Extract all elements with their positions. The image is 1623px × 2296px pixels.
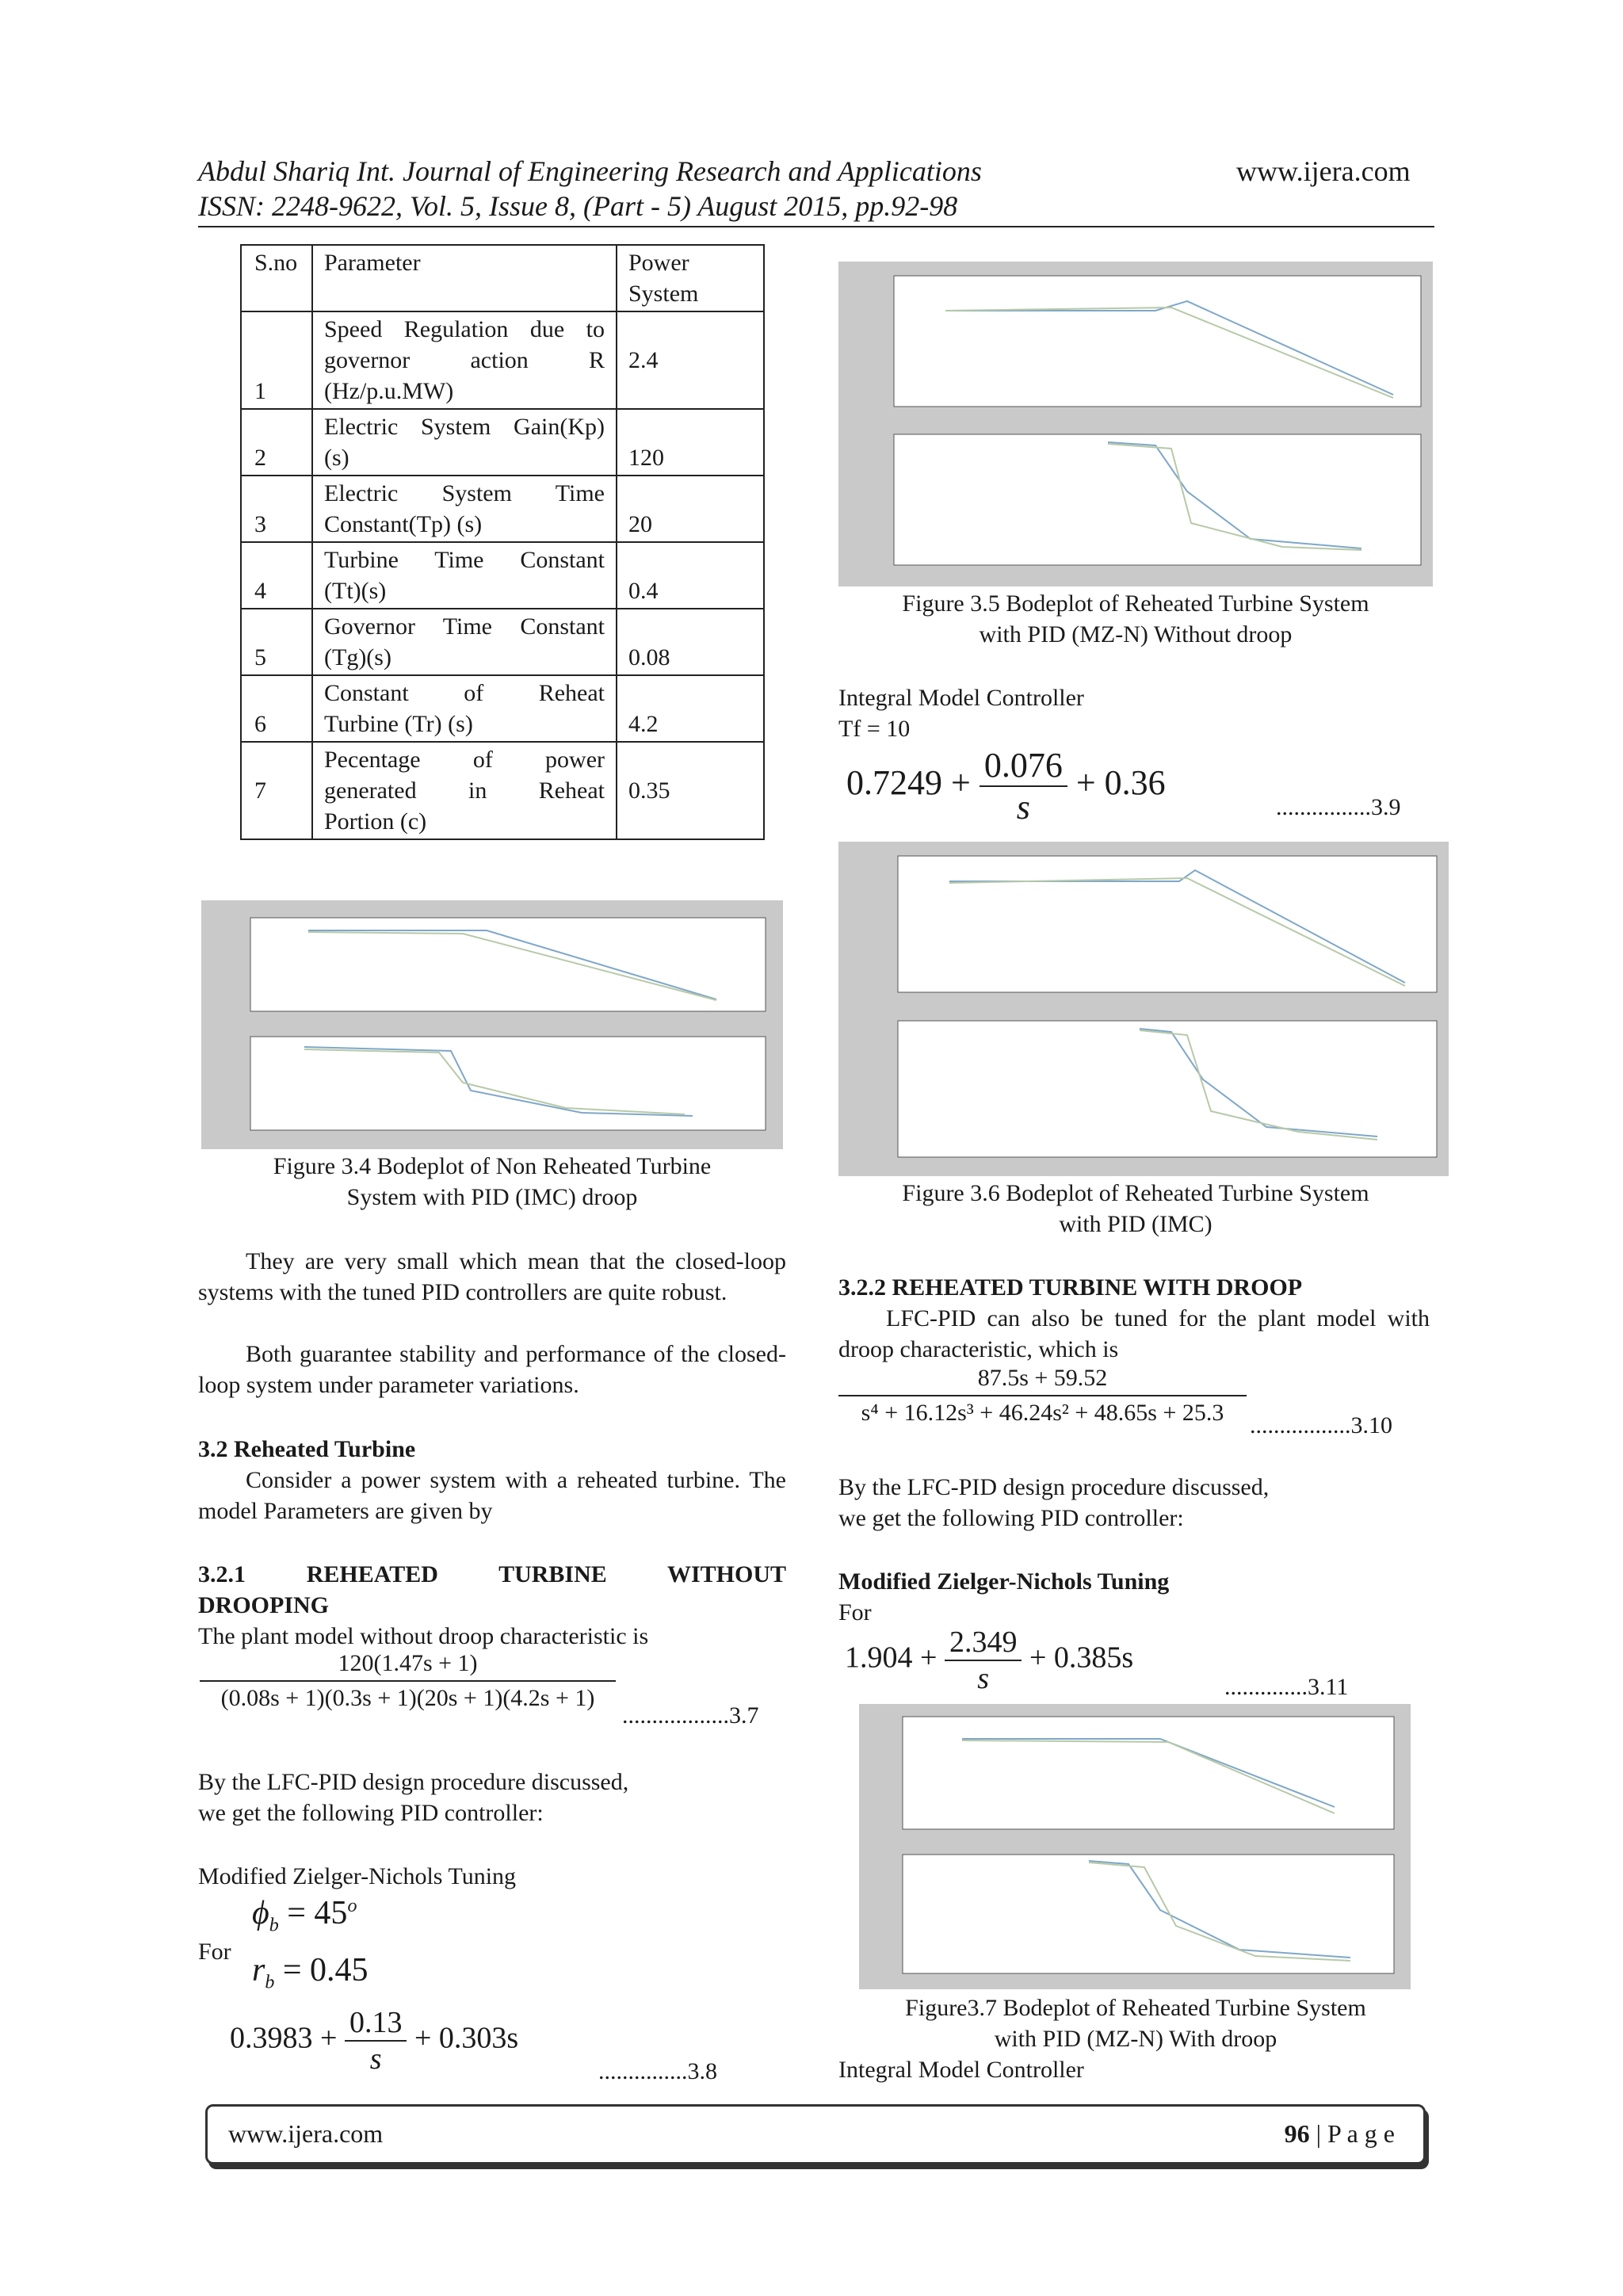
row-parameter: Turbine Time Constant (Tt)(s) — [312, 542, 617, 609]
row-value: 0.35 — [617, 742, 764, 839]
section-3-2-heading: 3.2 Reheated Turbine — [198, 1436, 416, 1462]
row-parameter: Governor Time Constant (Tg)(s) — [312, 609, 617, 675]
for-label-right: For — [838, 1599, 872, 1626]
journal-title: Abdul Shariq Int. Journal of Engineering Research and Applications — [198, 155, 982, 187]
table-header-row — [241, 245, 764, 311]
table-header-parameter: Parameter — [312, 245, 617, 311]
equation-3-11-number: ..............3.11 — [1224, 1674, 1349, 1700]
equation-3-9-numerator: 0.076 — [980, 745, 1067, 787]
section-3-2-2-text: LFC-PID can also be tuned for the plant model with droop characteristic, which is — [838, 1305, 1430, 1362]
journal-website[interactable]: www.ijera.com — [1236, 155, 1411, 187]
header-rule — [198, 226, 1434, 227]
row-sno: 6 — [241, 675, 312, 742]
equation-3-10 — [838, 1365, 1247, 1427]
equation-3-8: 0.3983 + $\frac{0.13}{s}$ + 0.303s — [230, 2006, 519, 2076]
row-sno: 1 — [241, 311, 312, 409]
equation-3-11-numerator: 2.349 — [945, 1625, 1022, 1661]
page-footer — [205, 2104, 1426, 2164]
parameter-table — [240, 244, 765, 840]
equation-3-8-numerator: 0.13 — [345, 2005, 407, 2042]
equation-3-11: 1.904 + $\frac{2.349}{s}$ + 0.385s — [845, 1626, 1134, 1695]
lfc-procedure-line2: we get the following PID controller: — [198, 1800, 544, 1826]
table-row — [241, 542, 764, 609]
equation-3-10-numerator: 87.5s + 59.52 — [838, 1365, 1247, 1396]
section-3-2-2-heading: 3.2.2 REHEATED TURBINE WITH DROOP — [838, 1274, 1303, 1301]
mzn-tuning-label: Modified Zielger-Nichols Tuning — [198, 1863, 517, 1889]
row-parameter: Speed Regulation due to governor action R (Hz/p.u.MW) — [312, 311, 617, 409]
equation-3-7 — [200, 1650, 616, 1712]
table-row — [241, 609, 764, 675]
equation-3-7-denominator: (0.08s + 1)(0.3s + 1)(20s + 1)(4.2s + 1) — [220, 1685, 595, 1711]
table-row — [241, 409, 764, 476]
lfc-procedure-right-line1: By the LFC-PID design procedure discussed, — [838, 1474, 1270, 1500]
table-header-power-system: Power System — [617, 245, 764, 311]
tf-label: Tf = 10 — [838, 716, 911, 742]
figure-3-4-bodeplot — [201, 900, 783, 1149]
section-3-2-1-heading-line2: DROOPING — [198, 1592, 329, 1618]
journal-issn: ISSN: 2248-9622, Vol. 5, Issue 8, (Part - 5) August 2015, pp.92-98 — [198, 190, 958, 222]
footer-website[interactable]: www.ijera.com — [228, 2119, 384, 2148]
row-parameter: Electric System Time Constant(Tp) (s) — [312, 476, 617, 542]
figure-3-7-caption: Figure3.7 Bodeplot of Reheated Turbine System with PID (MZ-N) With droop — [905, 1995, 1366, 2052]
section-3-2-text: Consider a power system with a reheated turbine. The model Parameters are given by — [198, 1467, 786, 1524]
equation-3-7-number: ..................3.7 — [622, 1702, 759, 1729]
r-b-equation: $r_b = 0.45$ — [252, 1952, 369, 1993]
phi-b-equation: $\phi_b = 45^o$ — [252, 1895, 357, 1936]
footer-page-number: 96 | P a g e — [1284, 2119, 1395, 2148]
figure-3-5-caption: Figure 3.5 Bodeplot of Reheated Turbine System with PID (MZ-N) Without droop — [902, 590, 1369, 648]
equation-3-8-denominator: s — [369, 2042, 382, 2076]
equation-3-9-denominator: s — [1016, 788, 1030, 827]
row-value: 20 — [617, 476, 764, 542]
figure-3-6-caption: Figure 3.6 Bodeplot of Reheated Turbine System with PID (IMC) — [902, 1180, 1369, 1237]
figure-3-6-bodeplot — [838, 842, 1449, 1176]
equation-3-10-denominator: s⁴ + 16.12s³ + 46.24s² + 48.65s + 25.3 — [861, 1400, 1224, 1426]
paragraph-robust: They are very small which mean that the closed-loop systems with the tuned PID controllers are quite robust. — [198, 1248, 786, 1305]
row-value: 0.4 — [617, 542, 764, 609]
imc-label: Integral Model Controller — [838, 685, 1084, 711]
table-row — [241, 311, 764, 409]
figure-3-5-bodeplot — [838, 262, 1433, 586]
row-sno: 4 — [241, 542, 312, 609]
figure-3-4-caption: Figure 3.4 Bodeplot of Non Reheated Turbine System with PID (IMC) droop — [273, 1153, 712, 1210]
row-value: 4.2 — [617, 675, 764, 742]
table-row — [241, 742, 764, 839]
paragraph-stability: Both guarantee stability and performance of the closed-loop system under parameter variations. — [198, 1341, 786, 1398]
row-value: 2.4 — [617, 311, 764, 409]
equation-3-9: 0.7249 + $\frac{0.076}{s}$ + 0.36 — [846, 746, 1166, 827]
table-header-sno: S.no — [241, 245, 312, 311]
figure-3-7-bodeplot — [859, 1704, 1411, 1989]
table-row — [241, 675, 764, 742]
lfc-procedure-line1: By the LFC-PID design procedure discussed, — [198, 1769, 629, 1795]
for-label: For — [198, 1939, 231, 1965]
table-row — [241, 476, 764, 542]
row-parameter: Constant of Reheat Turbine (Tr) (s) — [312, 675, 617, 742]
row-sno: 3 — [241, 476, 312, 542]
row-sno: 2 — [241, 409, 312, 476]
row-value: 120 — [617, 409, 764, 476]
row-value: 0.08 — [617, 609, 764, 675]
equation-3-11-denominator: s — [977, 1662, 990, 1695]
lfc-procedure-right-line2: we get the following PID controller: — [838, 1505, 1184, 1531]
row-sno: 5 — [241, 609, 312, 675]
equation-3-9-number: ................3.9 — [1276, 794, 1401, 820]
row-parameter: Pecentage of power generated in Reheat Portion (c) — [312, 742, 617, 839]
row-parameter: Electric System Gain(Kp) (s) — [312, 409, 617, 476]
mzn-tuning-heading: Modified Zielger-Nichols Tuning — [838, 1568, 1170, 1595]
section-3-2-1-heading-line1: 3.2.1 REHEATED TURBINE WITHOUT — [198, 1561, 786, 1587]
section-3-2-1-text: The plant model without droop characteristic is — [198, 1623, 649, 1649]
equation-3-8-number: ...............3.8 — [598, 2058, 717, 2084]
imc-label-2: Integral Model Controller — [838, 2057, 1084, 2083]
row-sno: 7 — [241, 742, 312, 839]
equation-3-10-number: .................3.10 — [1250, 1412, 1392, 1438]
equation-3-7-numerator: 120(1.47s + 1) — [200, 1650, 616, 1682]
